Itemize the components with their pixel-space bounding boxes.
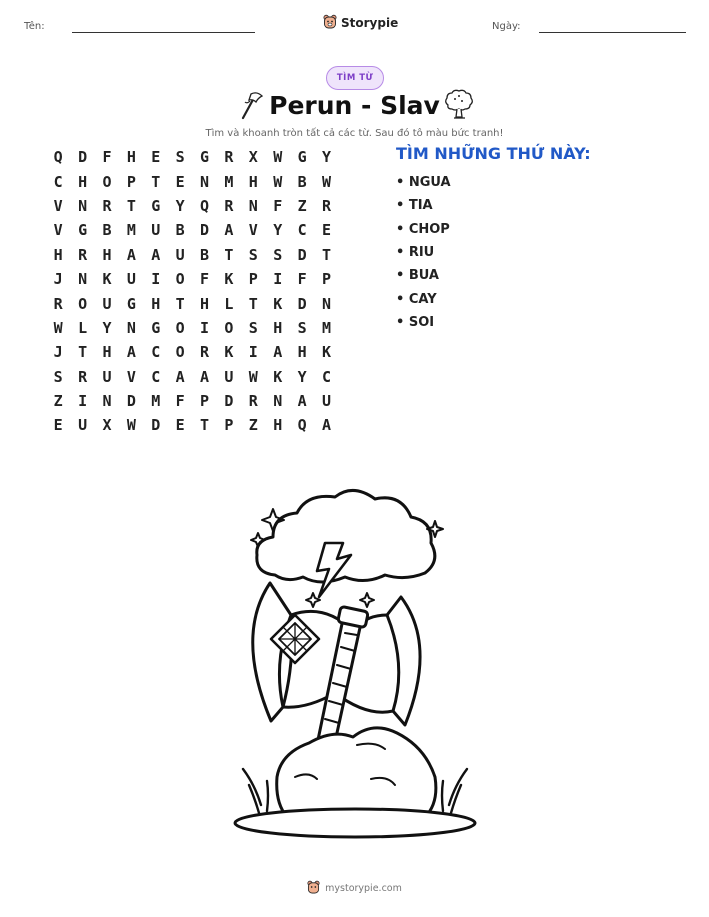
grid-letter[interactable]: H	[273, 416, 283, 435]
grid-letter[interactable]: H	[53, 245, 63, 264]
grid-letter[interactable]: H	[200, 294, 210, 313]
grid-letter[interactable]: O	[175, 343, 185, 362]
word-list-item: • CAY	[396, 291, 437, 307]
grid-letter[interactable]: W	[273, 148, 283, 167]
grid-letter[interactable]: G	[297, 148, 307, 167]
page-title: Perun - Slav	[269, 91, 440, 120]
grid-letter[interactable]: N	[78, 196, 88, 215]
grid-letter[interactable]: H	[248, 172, 258, 191]
word-list-item: • TIA	[396, 198, 433, 214]
grid-row	[46, 413, 339, 437]
grid-letter[interactable]: A	[175, 367, 185, 386]
word-list-item: • BUA	[396, 268, 439, 284]
grid-letter[interactable]: U	[151, 221, 161, 240]
grid-letter[interactable]: K	[273, 367, 283, 386]
grid-letter[interactable]: N	[273, 392, 283, 411]
grid-letter[interactable]: H	[297, 343, 307, 362]
grid-letter[interactable]: N	[248, 196, 258, 215]
grid-letter[interactable]: B	[175, 221, 185, 240]
word-list-item: • CHOP	[396, 221, 450, 237]
brand-logo	[323, 14, 398, 32]
grid-letter[interactable]: R	[53, 294, 63, 313]
grid-letter[interactable]: D	[297, 294, 307, 313]
grid-letter[interactable]: M	[321, 318, 331, 337]
grid-letter[interactable]: I	[200, 318, 210, 337]
grid-letter[interactable]: F	[297, 270, 307, 289]
grid-letter[interactable]: U	[126, 270, 136, 289]
grid-letter[interactable]: F	[273, 196, 283, 215]
grid-letter[interactable]: N	[321, 294, 331, 313]
grid-letter[interactable]: H	[102, 245, 112, 264]
grid-row	[46, 340, 339, 364]
grid-letter[interactable]: R	[78, 245, 88, 264]
grid-letter[interactable]: Q	[53, 148, 63, 167]
bear-logo-icon	[307, 880, 320, 897]
grid-letter[interactable]: Y	[273, 221, 283, 240]
grid-letter[interactable]: E	[321, 221, 331, 240]
grid-letter[interactable]: K	[224, 270, 234, 289]
grid-letter[interactable]: Z	[297, 196, 307, 215]
grid-letter[interactable]: H	[273, 318, 283, 337]
grid-letter[interactable]: G	[78, 221, 88, 240]
grid-letter[interactable]: J	[53, 343, 63, 362]
grid-letter[interactable]: K	[102, 270, 112, 289]
grid-letter[interactable]: A	[126, 343, 136, 362]
grid-letter[interactable]: B	[102, 221, 112, 240]
instructions: Tìm và khoanh tròn tất cả các từ. Sau đó tô màu bức tranh!	[205, 128, 504, 139]
grid-row	[46, 267, 339, 291]
grid-letter[interactable]: H	[126, 148, 136, 167]
grid-letter[interactable]: M	[224, 172, 234, 191]
grid-letter[interactable]: P	[126, 172, 136, 191]
bear-logo-icon	[323, 14, 337, 32]
grid-letter[interactable]: S	[248, 245, 258, 264]
word-list-item: • NGUA	[396, 175, 451, 191]
grid-letter[interactable]: O	[78, 294, 88, 313]
grid-letter[interactable]: G	[126, 294, 136, 313]
grid-letter[interactable]: F	[200, 270, 210, 289]
grid-letter[interactable]: C	[151, 343, 161, 362]
grid-letter[interactable]: M	[151, 392, 161, 411]
grid-letter[interactable]: O	[224, 318, 234, 337]
grid-letter[interactable]: K	[321, 343, 331, 362]
grid-letter[interactable]: N	[102, 392, 112, 411]
grid-letter[interactable]: I	[273, 270, 283, 289]
grid-letter[interactable]: S	[53, 367, 63, 386]
date-label: Ngày:	[492, 21, 521, 32]
grid-row	[46, 218, 339, 242]
grid-letter[interactable]: S	[175, 148, 185, 167]
grid-letter[interactable]: X	[248, 148, 258, 167]
grid-letter[interactable]: R	[224, 196, 234, 215]
grid-letter[interactable]: D	[200, 221, 210, 240]
grid-letter[interactable]: W	[248, 367, 258, 386]
grid-letter[interactable]: V	[53, 196, 63, 215]
grid-row	[46, 291, 339, 315]
grid-letter[interactable]: O	[175, 270, 185, 289]
grid-row	[46, 316, 339, 340]
name-label: Tên:	[24, 21, 45, 32]
grid-letter[interactable]: C	[321, 367, 331, 386]
grid-letter[interactable]: O	[175, 318, 185, 337]
grid-letter[interactable]: E	[175, 416, 185, 435]
grid-letter[interactable]: T	[224, 245, 234, 264]
grid-row	[46, 145, 339, 169]
grid-letter[interactable]: W	[53, 318, 63, 337]
grid-letter[interactable]: V	[126, 367, 136, 386]
date-line[interactable]	[539, 32, 686, 33]
grid-letter[interactable]: V	[248, 221, 258, 240]
grid-letter[interactable]: V	[53, 221, 63, 240]
word-list-title: TÌM NHỮNG THỨ NÀY:	[396, 144, 591, 163]
grid-letter[interactable]: E	[151, 148, 161, 167]
grid-letter[interactable]: F	[102, 148, 112, 167]
grid-letter[interactable]: B	[297, 172, 307, 191]
grid-letter[interactable]: B	[200, 245, 210, 264]
grid-letter[interactable]: Z	[53, 392, 63, 411]
grid-letter[interactable]: E	[53, 416, 63, 435]
grid-letter[interactable]: Y	[321, 148, 331, 167]
name-line[interactable]	[72, 32, 255, 33]
grid-letter[interactable]: T	[248, 294, 258, 313]
grid-letter[interactable]: P	[200, 392, 210, 411]
grid-letter[interactable]: U	[321, 392, 331, 411]
grid-letter[interactable]: A	[321, 416, 331, 435]
grid-letter[interactable]: S	[297, 318, 307, 337]
grid-letter[interactable]: W	[321, 172, 331, 191]
grid-letter[interactable]: T	[175, 294, 185, 313]
grid-letter[interactable]: A	[273, 343, 283, 362]
grid-letter[interactable]: R	[102, 196, 112, 215]
grid-letter[interactable]: Q	[200, 196, 210, 215]
grid-letter[interactable]: D	[126, 392, 136, 411]
grid-letter[interactable]: F	[175, 392, 185, 411]
grid-letter[interactable]: S	[248, 318, 258, 337]
grid-letter[interactable]: M	[126, 221, 136, 240]
grid-letter[interactable]: T	[78, 343, 88, 362]
grid-letter[interactable]: D	[151, 416, 161, 435]
grid-letter[interactable]: N	[126, 318, 136, 337]
grid-letter[interactable]: H	[78, 172, 88, 191]
grid-letter[interactable]: N	[200, 172, 210, 191]
grid-letter[interactable]: S	[273, 245, 283, 264]
grid-letter[interactable]: Y	[297, 367, 307, 386]
grid-letter[interactable]: A	[151, 245, 161, 264]
grid-letter[interactable]: R	[200, 343, 210, 362]
grid-row	[46, 169, 339, 193]
word-search-grid[interactable]	[46, 145, 339, 438]
grid-row	[46, 194, 339, 218]
grid-letter[interactable]: I	[248, 343, 258, 362]
grid-letter[interactable]: H	[151, 294, 161, 313]
grid-letter[interactable]: Z	[248, 416, 258, 435]
grid-letter[interactable]: E	[175, 172, 185, 191]
perun-axe-illustration[interactable]	[225, 485, 485, 849]
grid-letter[interactable]: R	[78, 367, 88, 386]
grid-letter[interactable]: T	[126, 196, 136, 215]
grid-row	[46, 365, 339, 389]
grid-letter[interactable]: T	[321, 245, 331, 264]
grid-letter[interactable]: T	[200, 416, 210, 435]
grid-letter[interactable]: U	[102, 367, 112, 386]
footer-url[interactable]: mystorypie.com	[325, 883, 402, 894]
grid-letter[interactable]: A	[200, 367, 210, 386]
grid-letter[interactable]: O	[102, 172, 112, 191]
grid-letter[interactable]: C	[53, 172, 63, 191]
grid-letter[interactable]: K	[273, 294, 283, 313]
grid-letter[interactable]: A	[297, 392, 307, 411]
grid-letter[interactable]: H	[102, 343, 112, 362]
word-list-item: • SOI	[396, 314, 435, 330]
grid-letter[interactable]: Q	[297, 416, 307, 435]
grid-letter[interactable]: I	[78, 392, 88, 411]
grid-letter[interactable]: U	[224, 367, 234, 386]
grid-letter[interactable]: L	[224, 294, 234, 313]
word-list-item: • RIU	[396, 245, 435, 261]
grid-letter[interactable]: X	[102, 416, 112, 435]
grid-letter[interactable]: Y	[175, 196, 185, 215]
word-list	[396, 171, 451, 334]
grid-row	[46, 243, 339, 267]
grid-letter[interactable]: K	[224, 343, 234, 362]
grid-letter[interactable]: A	[126, 245, 136, 264]
grid-letter[interactable]: C	[151, 367, 161, 386]
grid-letter[interactable]: D	[297, 245, 307, 264]
grid-letter[interactable]: D	[224, 392, 234, 411]
grid-letter[interactable]: P	[321, 270, 331, 289]
grid-letter[interactable]: W	[126, 416, 136, 435]
grid-letter[interactable]: I	[151, 270, 161, 289]
grid-letter[interactable]: R	[248, 392, 258, 411]
brand-name: Storypie	[341, 16, 399, 30]
grid-letter[interactable]: L	[78, 318, 88, 337]
grid-letter[interactable]: J	[53, 270, 63, 289]
grid-letter[interactable]: W	[273, 172, 283, 191]
puzzle-badge: TÌM TỪ	[326, 66, 384, 90]
grid-letter[interactable]: R	[224, 148, 234, 167]
grid-letter[interactable]: D	[78, 148, 88, 167]
grid-letter[interactable]: A	[224, 221, 234, 240]
grid-letter[interactable]: U	[102, 294, 112, 313]
grid-row	[46, 389, 339, 413]
grid-letter[interactable]: P	[248, 270, 258, 289]
footer	[0, 880, 709, 897]
grid-letter[interactable]: R	[321, 196, 331, 215]
grid-letter[interactable]: P	[224, 416, 234, 435]
grid-letter[interactable]: T	[151, 172, 161, 191]
grid-letter[interactable]: Y	[102, 318, 112, 337]
grid-letter[interactable]: G	[151, 318, 161, 337]
grid-letter[interactable]: G	[200, 148, 210, 167]
grid-letter[interactable]: G	[151, 196, 161, 215]
grid-letter[interactable]: U	[175, 245, 185, 264]
grid-letter[interactable]: U	[78, 416, 88, 435]
tree-icon	[444, 88, 474, 124]
grid-letter[interactable]: N	[78, 270, 88, 289]
grid-letter[interactable]: C	[297, 221, 307, 240]
